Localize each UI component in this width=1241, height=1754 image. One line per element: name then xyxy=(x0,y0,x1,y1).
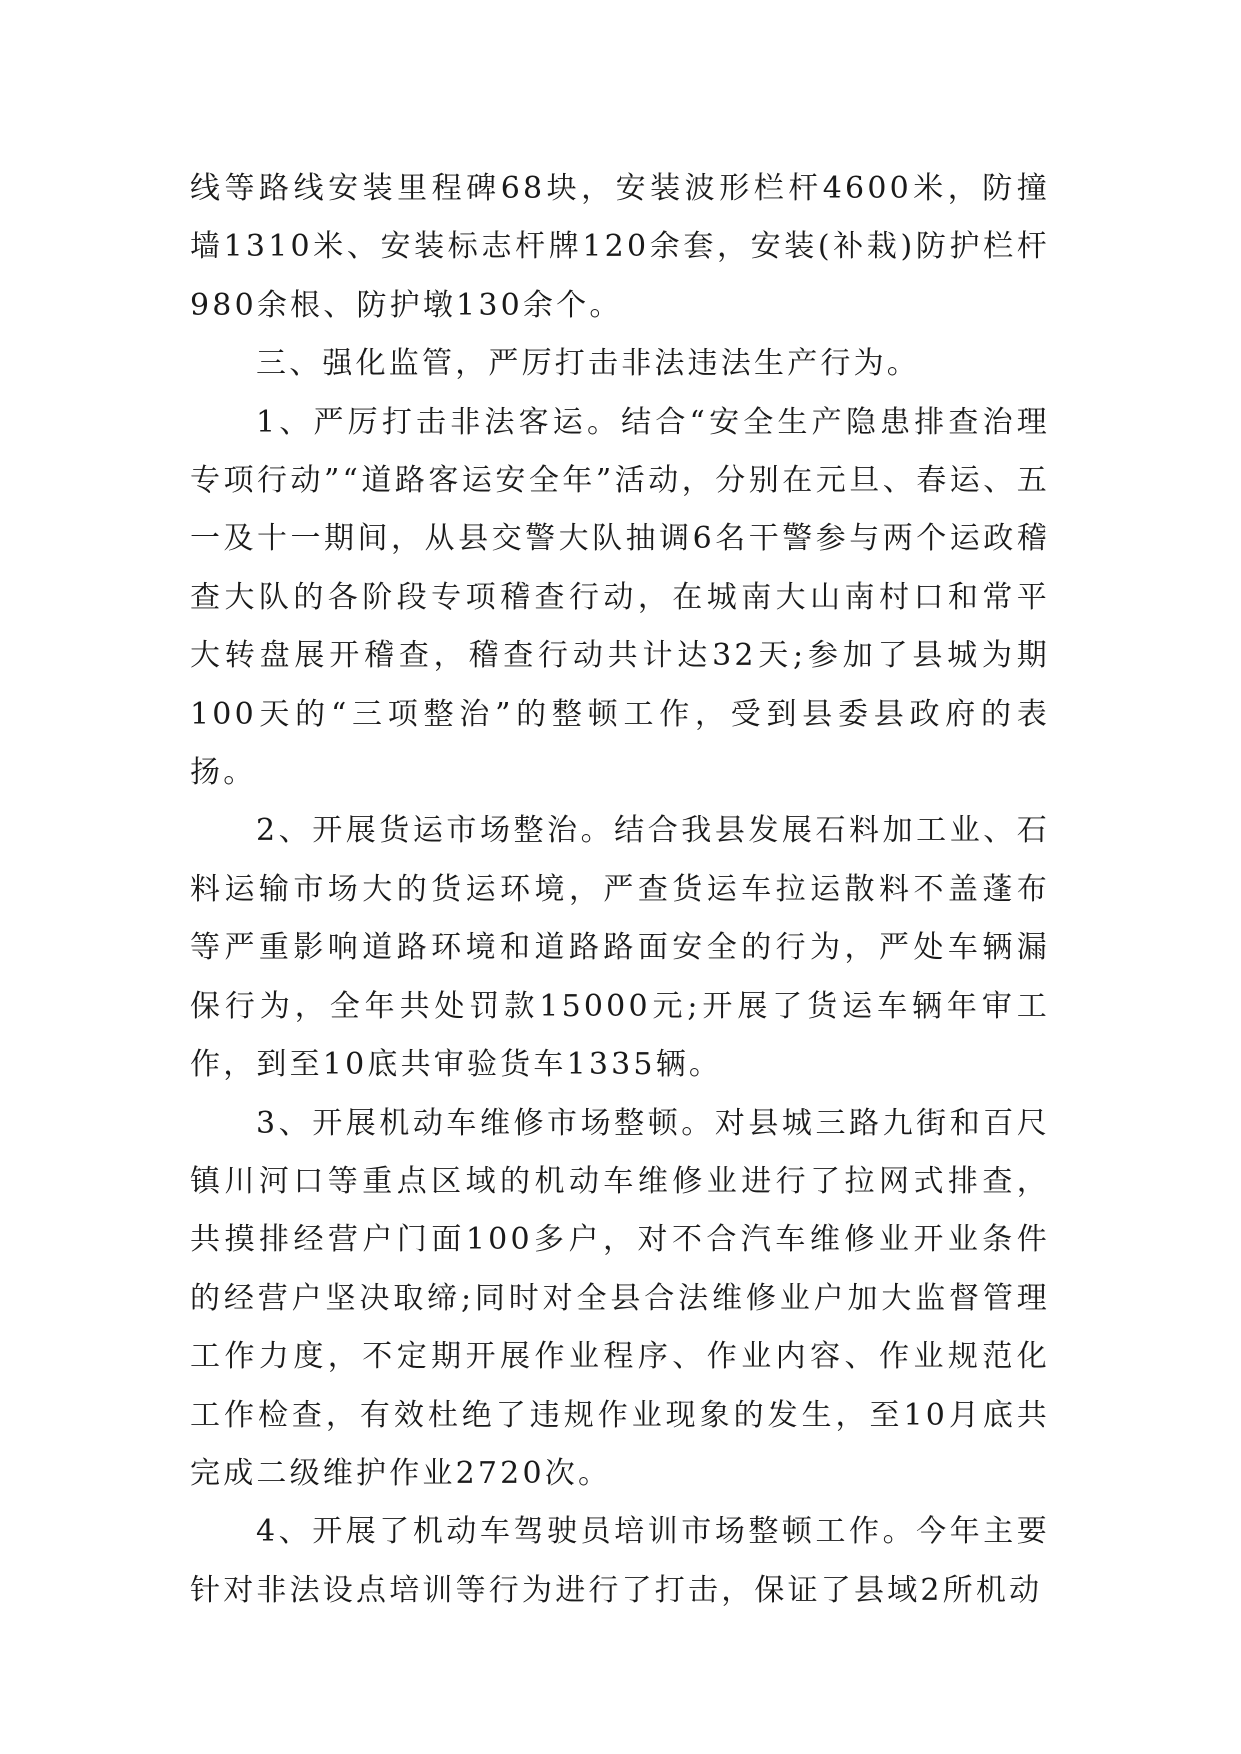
paragraph-freight-market: 2、开展货运市场整治。结合我县发展石料加工业、石料运输市场大的货运环境，严查货运车拉运散料不盖蓬布等严重影响道路环境和道路路面安全的行为，严处车辆漏保行为，全年共处罚款15000元;开展了货运车辆年审工作，到至10底共审验货车1335辆。 xyxy=(190,813,1050,1083)
paragraph-continuation: 线等路线安装里程碑68块，安装波形栏杆4600米，防撞墙1310米、安装标志杆牌120余套，安装(补栽)防护栏杆980余根、防护墩130余个。 xyxy=(190,171,1050,323)
paragraph-driver-training-market: 4、开展了机动车驾驶员培训市场整顿工作。今年主要针对非法设点培训等行为进行了打击，保证了县域2所机动 xyxy=(190,1514,1050,1608)
section-heading: 三、强化监管，严厉打击非法违法生产行为。 xyxy=(256,346,920,382)
paragraph-vehicle-repair-market: 3、开展机动车维修市场整顿。对县城三路九街和百尺镇川河口等重点区域的机动车维修业进行了拉网式排查，共摸排经营户门面100多户，对不合汽车维修业开业条件的经营户坚决取缔;同时对全县合法维修业户加大监督管理工作力度，不定期开展作业程序、作业内容、作业规范化工作检查，有效杜绝了违规作业现象的发生，至10月底共完成二级维护作业2720次。 xyxy=(190,1105,1050,1491)
document-body xyxy=(190,160,1050,1620)
paragraph-illegal-passenger-transport: 1、严厉打击非法客运。结合“安全生产隐患排查治理专项行动”“道路客运安全年”活动，分别在元旦、春运、五一及十一期间，从县交警大队抽调6名干警参与两个运政稽查大队的各阶段专项稽查行动，在城南大山南村口和常平大转盘展开稽查，稽查行动共计达32天;参加了县城为期100天的“三项整治”的整顿工作，受到县委县政府的表扬。 xyxy=(190,404,1050,791)
